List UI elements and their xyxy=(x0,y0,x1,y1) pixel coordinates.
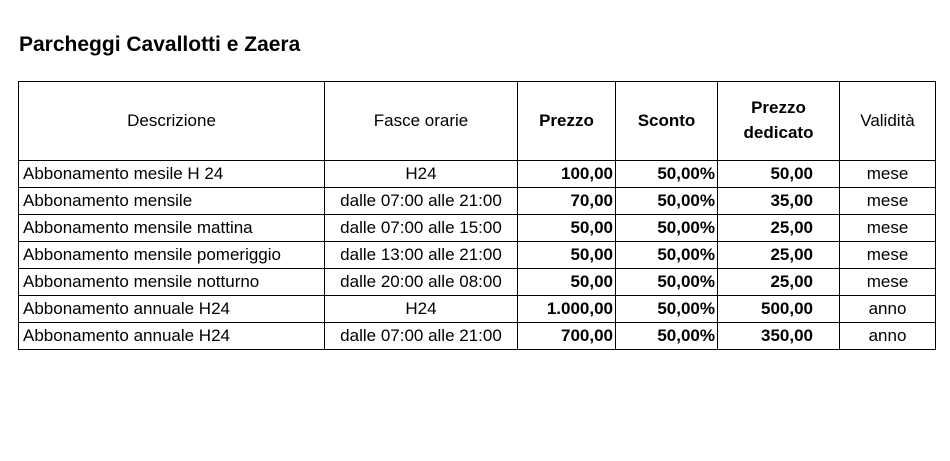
cell-prezzo-dedicato: 25,00 xyxy=(718,215,840,242)
cell-prezzo-dedicato: 50,00 xyxy=(718,161,840,188)
cell-sconto: 50,00% xyxy=(616,242,718,269)
cell-validita: mese xyxy=(840,242,936,269)
header-prezzo: Prezzo xyxy=(518,82,616,161)
table-header-row xyxy=(19,82,936,161)
header-prezzo-dedicato: Prezzo dedicato xyxy=(718,82,840,161)
header-validita: Validità xyxy=(840,82,936,161)
cell-sconto: 50,00% xyxy=(616,215,718,242)
cell-validita: mese xyxy=(840,215,936,242)
cell-fasce: dalle 07:00 alle 15:00 xyxy=(325,215,518,242)
price-table xyxy=(18,81,936,350)
cell-sconto: 50,00% xyxy=(616,188,718,215)
table-row xyxy=(19,161,936,188)
cell-sconto: 50,00% xyxy=(616,161,718,188)
header-fasce-orarie: Fasce orarie xyxy=(325,82,518,161)
cell-fasce: dalle 13:00 alle 21:00 xyxy=(325,242,518,269)
table-row xyxy=(19,242,936,269)
header-descrizione: Descrizione xyxy=(19,82,325,161)
cell-validita: anno xyxy=(840,323,936,350)
cell-prezzo: 700,00 xyxy=(518,323,616,350)
cell-descrizione: Abbonamento mensile pomeriggio xyxy=(19,242,325,269)
cell-prezzo-dedicato: 25,00 xyxy=(718,269,840,296)
cell-validita: mese xyxy=(840,161,936,188)
table-row xyxy=(19,296,936,323)
cell-prezzo: 50,00 xyxy=(518,269,616,296)
cell-prezzo: 1.000,00 xyxy=(518,296,616,323)
cell-prezzo-dedicato: 500,00 xyxy=(718,296,840,323)
cell-descrizione: Abbonamento mesile H 24 xyxy=(19,161,325,188)
cell-descrizione: Abbonamento annuale H24 xyxy=(19,323,325,350)
cell-sconto: 50,00% xyxy=(616,269,718,296)
cell-fasce: dalle 07:00 alle 21:00 xyxy=(325,188,518,215)
cell-fasce: H24 xyxy=(325,296,518,323)
table-row xyxy=(19,215,936,242)
page-title: Parcheggi Cavallotti e Zaera xyxy=(19,33,301,56)
cell-sconto: 50,00% xyxy=(616,323,718,350)
header-sconto: Sconto xyxy=(616,82,718,161)
cell-descrizione: Abbonamento mensile mattina xyxy=(19,215,325,242)
table-row xyxy=(19,188,936,215)
cell-prezzo: 50,00 xyxy=(518,215,616,242)
cell-fasce: dalle 20:00 alle 08:00 xyxy=(325,269,518,296)
table-row xyxy=(19,323,936,350)
cell-prezzo: 100,00 xyxy=(518,161,616,188)
cell-descrizione: Abbonamento mensile notturno xyxy=(19,269,325,296)
cell-prezzo-dedicato: 350,00 xyxy=(718,323,840,350)
cell-descrizione: Abbonamento annuale H24 xyxy=(19,296,325,323)
cell-sconto: 50,00% xyxy=(616,296,718,323)
cell-validita: mese xyxy=(840,188,936,215)
table-row xyxy=(19,269,936,296)
cell-prezzo-dedicato: 35,00 xyxy=(718,188,840,215)
cell-prezzo-dedicato: 25,00 xyxy=(718,242,840,269)
cell-fasce: H24 xyxy=(325,161,518,188)
cell-validita: mese xyxy=(840,269,936,296)
cell-prezzo: 50,00 xyxy=(518,242,616,269)
cell-fasce: dalle 07:00 alle 21:00 xyxy=(325,323,518,350)
cell-prezzo: 70,00 xyxy=(518,188,616,215)
cell-validita: anno xyxy=(840,296,936,323)
cell-descrizione: Abbonamento mensile xyxy=(19,188,325,215)
